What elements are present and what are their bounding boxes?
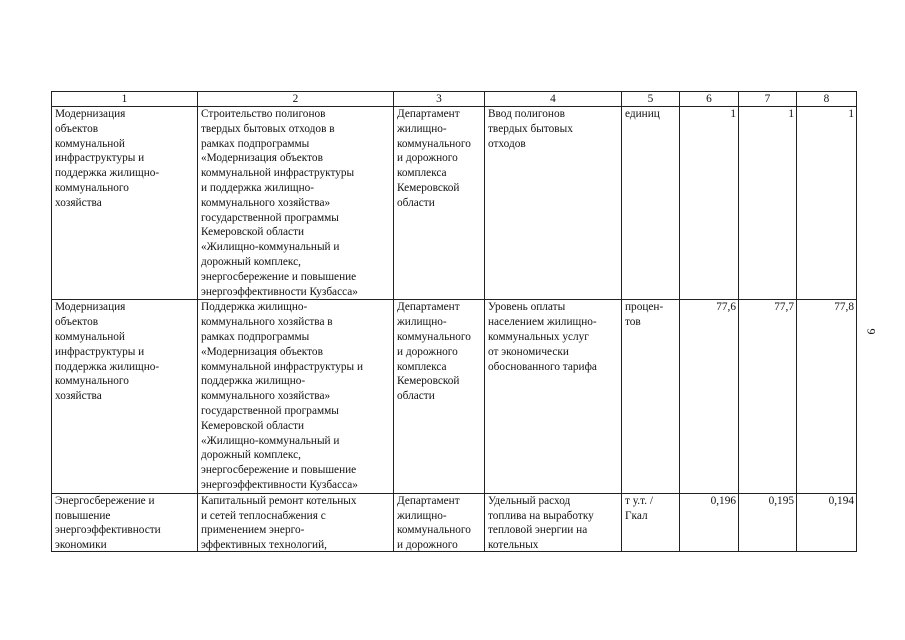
program-cell: Модернизация объектов коммунальной инфраструктуры и поддержка жилищно- коммунального хозяйства [55, 108, 160, 209]
header-row [52, 92, 857, 107]
value-cell: 0,196 [680, 493, 739, 551]
value-cell: 0,195 [739, 493, 797, 551]
value-cell: 1 [797, 107, 857, 300]
unit-cell: т у.т. / Гкал [625, 494, 653, 522]
department-cell: Департамент жилищно- коммунального и дорожного [397, 494, 471, 551]
value-cell: 77,7 [739, 300, 797, 493]
table-row [52, 493, 857, 551]
col-header-4: 4 [485, 92, 622, 107]
value-cell: 77,6 [680, 300, 739, 493]
table-row [52, 107, 857, 300]
col-header-6: 6 [680, 92, 739, 107]
activity-cell: Капитальный ремонт котельных и сетей теплоснабжения с применением энерго- эффективных технологий, [201, 494, 357, 551]
indicator-cell: Удельный расход топлива на выработку тепловой энергии на котельных [488, 494, 594, 551]
activity-cell: Строительство полигонов твердых бытовых отходов в рамках подпрограммы «Модернизация объектов коммунальной инфраструктуры и поддержка жилищно- коммунального хозяйства» государственной программы Кемеровской области «Жилищно-коммунальный и дорожный комплекс, энергосбережение и повышение энергоэффективности Кузбасса» [201, 108, 358, 298]
indicators-table [51, 91, 857, 552]
unit-cell: единиц [625, 108, 660, 120]
indicator-cell: Уровень оплаты населением жилищно- коммунальных услуг от экономически обоснованного тарифа [488, 301, 597, 373]
page-number: 9 [864, 328, 879, 335]
col-header-7: 7 [739, 92, 797, 107]
col-header-8: 8 [797, 92, 857, 107]
col-header-2: 2 [198, 92, 394, 107]
unit-cell: процен- тов [625, 301, 664, 329]
activity-cell: Поддержка жилищно- коммунального хозяйства в рамках подпрограммы «Модернизация объектов коммунальной инфраструктуры и поддержка жилищно- коммунального хозяйства» государственной программы Кемеровской области «Жилищно-коммунальный и дорожный комплекс, энергосбережение и повышение энергоэффективности Кузбасса» [201, 301, 364, 491]
department-cell: Департамент жилищно- коммунального и дорожного комплекса Кемеровской области [397, 108, 471, 209]
program-cell: Энергосбережение и повышение энергоэффективности экономики [55, 494, 161, 551]
department-cell: Департамент жилищно- коммунального и дорожного комплекса Кемеровской области [397, 301, 471, 403]
col-header-5: 5 [622, 92, 680, 107]
program-cell: Модернизация объектов коммунальной инфраструктуры и поддержка жилищно- коммунального хозяйства [55, 301, 160, 403]
value-cell: 1 [739, 107, 797, 300]
value-cell: 77,8 [797, 300, 857, 493]
value-cell: 0,194 [797, 493, 857, 551]
col-header-3: 3 [394, 92, 485, 107]
indicator-cell: Ввод полигонов твердых бытовых отходов [488, 108, 573, 150]
table-row [52, 300, 857, 493]
value-cell: 1 [680, 107, 739, 300]
col-header-1: 1 [52, 92, 198, 107]
